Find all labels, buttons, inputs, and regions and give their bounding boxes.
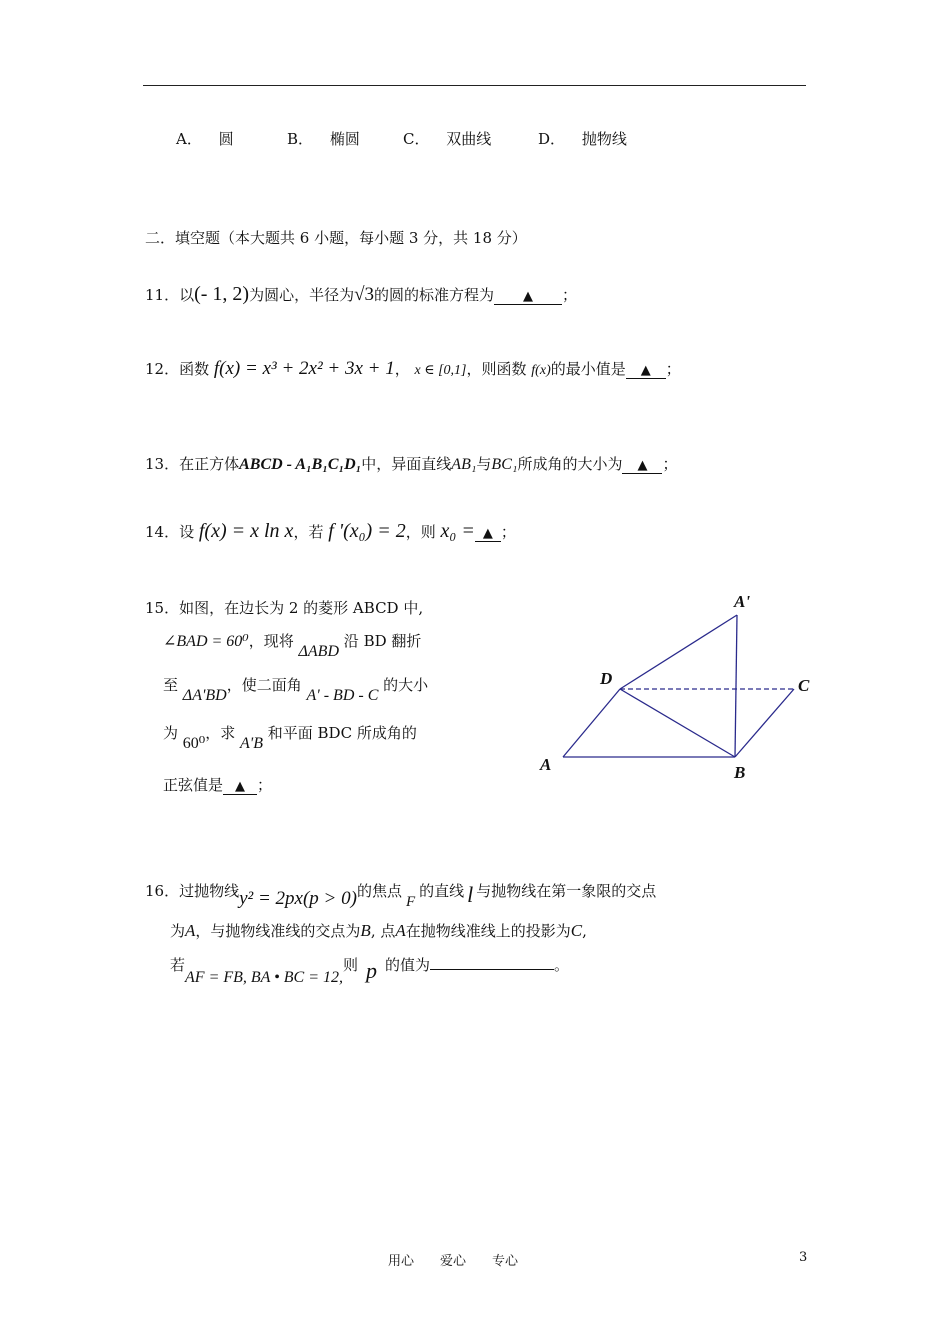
question-12 [145, 358, 681, 380]
q15-angle: ∠BAD = 60⁰ [163, 633, 249, 650]
q16-condition: AF = FB, BA • BC = 12, [185, 969, 344, 986]
q11-number: 11．以 [145, 286, 195, 304]
option-b-text: 椭圆 [329, 130, 360, 148]
q16-point-c: C [570, 921, 583, 940]
q16-focus: F [405, 894, 416, 910]
q14-x0: x₀ = [440, 520, 475, 542]
q11-end: ； [562, 286, 578, 304]
q15-degree: 60⁰ [182, 735, 206, 752]
label-a: A [540, 755, 552, 774]
q12-domain: x ∈ [0,1] [414, 363, 467, 378]
rhombus-figure [530, 585, 820, 795]
q14-number: 14．设 [145, 523, 195, 541]
option-a-text: 圆 [218, 130, 234, 148]
q15-wei: 为 [163, 724, 179, 742]
q12-number: 12．函数 [145, 360, 210, 378]
q16-l2b: , 点 [370, 922, 396, 940]
q15-to: 至 [163, 676, 179, 694]
q13-tail: 所成角的大小为 [517, 455, 623, 473]
q15-triangle2: ΔA'BD [182, 687, 227, 704]
option-d [538, 128, 627, 149]
q14-then: ，则 [405, 523, 436, 541]
header-rule [143, 85, 806, 86]
edge-d-aprime [620, 615, 737, 689]
q12-end: ； [665, 360, 681, 378]
q16-end: 。 [554, 956, 570, 974]
q16-answer-blank [430, 954, 554, 970]
q15-qiu: ，求 [205, 724, 236, 742]
q16-line1 [145, 876, 657, 910]
option-d-text: 抛物线 [581, 130, 627, 148]
q16-line3 [170, 950, 570, 986]
edge-b-c [735, 689, 794, 757]
option-c-text: 双曲线 [446, 130, 492, 148]
footer-motto: 用心 爱心 专心 [388, 1254, 519, 1269]
q16-l2d: , [582, 922, 587, 940]
q12-answer-blank: ▲ [626, 363, 666, 379]
q13-line-bc1: BC₁ [491, 456, 518, 473]
q16-p: p [366, 958, 378, 983]
q12-function: f(x) = x³ + 2x² + 3x + 1 [213, 358, 395, 379]
q15-answer-blank: ▲ [223, 779, 257, 795]
label-a-prime: A' [734, 592, 751, 611]
q16-ruo: 若 [170, 956, 186, 974]
edge-d-b [620, 689, 735, 757]
option-b [287, 128, 360, 149]
q13-number: 13．在正方体 [145, 455, 240, 473]
option-a [176, 128, 234, 149]
option-b-label: B． [287, 130, 314, 148]
q11-mid: 为圆心，半径为 [249, 286, 355, 304]
q11-answer-blank: ▲ [494, 289, 562, 305]
question-11 [145, 283, 577, 306]
q16-point-b: B [360, 921, 371, 940]
q16-tail: 的值为 [385, 956, 431, 974]
question-13 [145, 453, 677, 474]
q15-sine: 正弦值是 [163, 776, 224, 794]
q14-mid: ，若 [293, 523, 324, 541]
q16-line-l: l [467, 882, 474, 907]
q15-fold: 沿 BD 翻折 [343, 632, 422, 650]
q12-comma: ， [394, 360, 410, 378]
q14-answer-blank: ▲ [475, 526, 501, 542]
q13-answer-blank: ▲ [622, 458, 662, 474]
label-c: C [798, 676, 810, 695]
q15-now: ，现将 [248, 632, 294, 650]
q11-center: (- 1, 2) [194, 283, 250, 305]
option-c-label: C． [403, 130, 430, 148]
q12-fx: f(x) [531, 363, 551, 378]
label-b: B [734, 763, 746, 782]
label-d: D [600, 669, 613, 688]
q15-line4 [163, 722, 417, 752]
q12-tail: 的最小值是 [550, 360, 626, 378]
q11-tail: 的圆的标准方程为 [374, 286, 495, 304]
option-c [403, 128, 491, 149]
q16-l2a: ，与抛物线准线的交点为 [195, 922, 361, 940]
q15-line1: 15．如图，在边长为 2 的菱形 ABCD 中, [145, 599, 424, 617]
option-a-label: A． [176, 130, 202, 148]
q16-wei: 为 [170, 922, 186, 940]
q16-parabola: y² = 2px(p > 0) [239, 888, 357, 909]
q16-line1-post: 与抛物线在第一象限的交点 [476, 882, 657, 900]
q16-point-a2: A [395, 921, 406, 940]
q14-condition: f '(x₀) = 2 [328, 520, 406, 542]
q12-mid: ，则函数 [466, 360, 527, 378]
q15-line2 [163, 630, 422, 660]
q13-cube: ABCD - A₁B₁C₁D₁ [239, 456, 362, 473]
q15-plane: 和平面 BDC 所成角的 [267, 724, 417, 742]
q16-focus-pre: 的焦点 [356, 882, 402, 900]
q15-line3 [163, 674, 429, 704]
q11-radius: √3 [354, 284, 375, 305]
q16-line-pre: 的直线 [419, 882, 465, 900]
section-heading: 二．填空题（本大题共 6 小题，每小题 3 分，共 18 分） [145, 229, 527, 247]
q13-end: ； [662, 455, 678, 473]
q13-line-ab1: AB₁ [451, 456, 477, 473]
q16-pre: 16．过抛物线 [145, 882, 240, 900]
q15-triangle: ΔABD [298, 643, 340, 660]
option-d-label: D． [538, 130, 566, 148]
edge-a-d [563, 689, 620, 757]
q15-size: 的大小 [383, 676, 429, 694]
q13-and: 与 [476, 455, 492, 473]
edge-aprime-b [735, 615, 737, 757]
q13-mid: 中，异面直线 [361, 455, 452, 473]
q14-function: f(x) = x ln x [198, 520, 294, 542]
q16-line2 [170, 920, 587, 941]
q16-point-a: A [185, 921, 196, 940]
page-number: 3 [799, 1250, 808, 1265]
q15-end: ； [257, 776, 273, 794]
q16-l2c: 在抛物线准线上的投影为 [405, 922, 571, 940]
question-14 [145, 520, 516, 543]
q15-dihedral: A' - BD - C [306, 687, 379, 704]
q15-dihedral-pre: ，使二面角 [226, 676, 302, 694]
q15-line5 [163, 774, 272, 795]
q15-segment: A'B [240, 735, 263, 752]
q14-end: ； [500, 523, 516, 541]
q16-ze: 则 [343, 956, 359, 974]
